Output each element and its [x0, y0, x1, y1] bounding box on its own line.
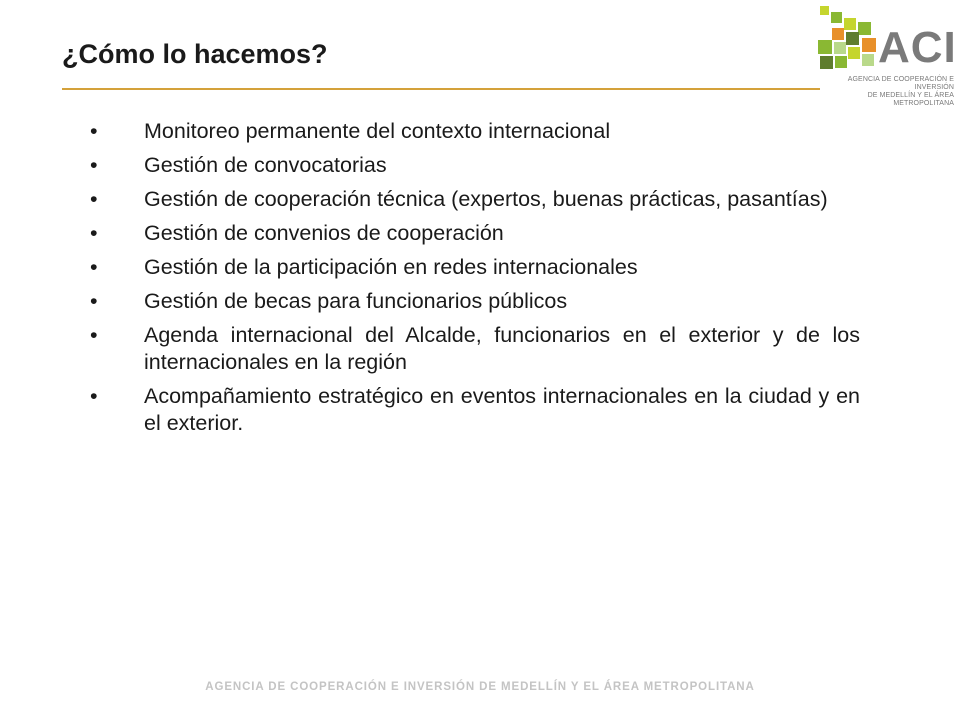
bullet-dot: • [90, 119, 98, 143]
bullet-text: Gestión de convocatorias [144, 153, 387, 177]
bullet-item [86, 152, 860, 179]
logo-square [844, 18, 856, 30]
logo-square [835, 56, 847, 68]
bullet-text: Gestión de becas para funcionarios públicos [144, 289, 568, 313]
bullet-dot: • [90, 323, 98, 347]
bullet-item [86, 322, 860, 376]
bullet-text: Gestión de cooperación técnica (expertos, buenas prácticas, pasantías) [144, 187, 828, 211]
bullet-text: Acompañamiento estratégico en eventos internacionales en la ciudad y en el exterior. [144, 384, 860, 435]
logo-square [862, 38, 876, 52]
bullet-dot: • [90, 221, 98, 245]
logo-square [820, 6, 829, 15]
bullet-item [86, 383, 860, 437]
bullet-dot: • [90, 187, 98, 211]
bullet-dot: • [90, 255, 98, 279]
logo-square [858, 22, 871, 35]
bullet-item [86, 186, 860, 213]
footer-text: AGENCIA DE COOPERACIÓN E INVERSIÓN DE MEDELLÍN Y EL ÁREA METROPOLITANA [205, 681, 755, 693]
logo-square [820, 56, 833, 69]
logo-square [846, 32, 859, 45]
bullet-dot: • [90, 153, 98, 177]
bullet-item [86, 220, 860, 247]
bullet-text: Agenda internacional del Alcalde, funcionarios en el exterior y de los internacionales en la región [144, 323, 860, 374]
logo-subtitle-line: DE MEDELLÍN Y EL ÁREA METROPOLITANA [867, 92, 954, 108]
logo-subtitle-line: AGENCIA DE COOPERACIÓN E INVERSIÓN [847, 76, 954, 92]
logo-square [832, 28, 844, 40]
bullet-text: Gestión de convenios de cooperación [144, 221, 504, 245]
slide-title: ¿Cómo lo hacemos? [62, 39, 328, 69]
bullet-dot: • [90, 384, 98, 408]
bullet-text: Monitoreo permanente del contexto internacional [144, 119, 611, 143]
bullet-text: Gestión de la participación en redes internacionales [144, 255, 638, 279]
logo-square [848, 47, 860, 59]
aci-logo [812, 4, 957, 108]
logo-wordmark: ACI [878, 23, 957, 72]
logo-subtitle [832, 76, 954, 108]
bullet-item [86, 118, 860, 145]
logo-square [862, 54, 874, 66]
logo-square [831, 12, 842, 23]
logo-square [834, 42, 846, 54]
logo-square [818, 40, 832, 54]
bullet-item [86, 288, 860, 315]
bullet-list [86, 118, 860, 444]
title-divider [62, 88, 820, 90]
bullet-dot: • [90, 289, 98, 313]
bullet-item [86, 254, 860, 281]
